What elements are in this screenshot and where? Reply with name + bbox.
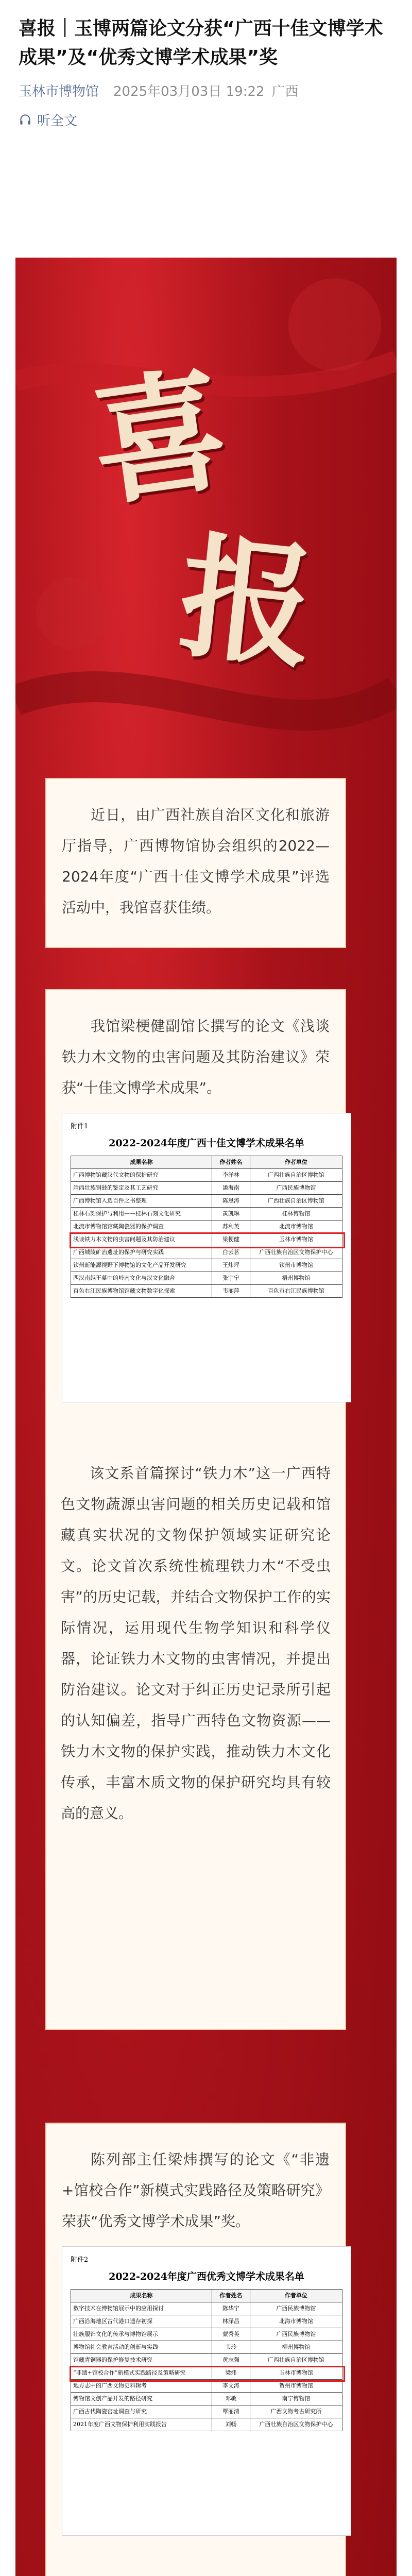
award2-table [71,2289,342,2431]
table-cell: 钦州新能源视野下博物馆的文化产品开发研究 [71,1259,212,1272]
table-row [71,2341,342,2354]
table-row [71,1182,342,1195]
table-cell: 广西壮族自治区文物保护中心 [250,2418,342,2431]
article-header [0,0,412,130]
table-row [71,2302,342,2315]
table-row [71,2418,342,2431]
table-header: 作者单位 [250,1156,342,1169]
award2-highlight-box [70,2366,345,2382]
table-cell: 王炜坪 [212,1259,250,1272]
table-cell: 李洋林 [212,1169,250,1182]
table-row [71,2393,342,2405]
table-cell: 广西民族博物馆 [250,2328,342,2341]
table-cell: 2021年度广西文物保护利用实践报告 [71,2418,212,2431]
table-row [71,2328,342,2341]
table-row [71,2405,342,2418]
table-cell: 北流市博物馆 [250,1221,342,1233]
table-row [71,1259,342,1272]
account-name-link[interactable]: 玉林市博物馆 [19,84,99,99]
article-meta [19,82,393,101]
announcement-poster [15,258,397,2576]
table-cell: 韦丽萍 [212,1285,250,1298]
table-cell: 黄志强 [212,2354,250,2367]
listen-label: 听全文 [37,113,78,129]
table-cell: 梧州博物馆 [250,1272,342,1285]
table-cell: 钦州市博物馆 [250,1259,342,1272]
table-cell: 西汉南越王墓中的岭南文化与汉文化融合 [71,1272,212,1285]
table-cell: 北海市博物馆 [250,2315,342,2328]
table-header: 作者单位 [250,2290,342,2302]
table-cell: 地方志中的广西文物史料辑考 [71,2380,212,2393]
table-cell: 玉林市博物馆 [250,1233,342,1246]
table-cell: 白云茗 [212,1246,250,1259]
table-cell: 靖西壮族铜鼓的鉴定及其工艺研究 [71,1182,212,1195]
table-cell: 博物馆文创产品开发的路径研究 [71,2393,212,2405]
table-row [71,2354,342,2367]
listen-button[interactable] [19,109,393,130]
table-cell: 柳州博物馆 [250,2341,342,2354]
table-cell: 广西民族博物馆 [250,2302,342,2315]
headline-char-bao: 报 [172,517,322,688]
award1-description: 该文系首篇探讨“铁力木”这一广西特色文物蔬源虫害问题的相关历史记载和馆藏真实状况的文物保护领域实证研究论文。论文首次系统性梳理铁力木“不受虫害”的历史记载，并结合文物保护工作的实际情况，运用现代生物学知识和科学仪器，论证铁力木文物的虫害情况，并提出防治建议。论文对于纠正历史记录所引起的认知偏差，指导广西特色文物资源——铁力木文物的保护实践，推动铁力木文化传承，丰富木质文物的保护研究均具有较高的意义。 [61,1465,331,1822]
table-cell: 广西沿海地区古代港口遗存初探 [71,2315,212,2328]
table-cell: 梁炜 [212,2367,250,2380]
publish-datetime: 2025年03月03日 19:22 [113,84,265,99]
table-cell: 广西古代陶瓷窑址调查与研究 [71,2405,212,2418]
table-row [71,1272,342,1285]
article-title: 喜报｜玉博两篇论文分获“广西十佳文博学术成果”及“优秀文博学术成果”奖 [19,18,383,68]
table-cell: 黄凯琳 [212,1208,250,1221]
table-cell: 广西壮族自治区文物保护中心 [250,1246,342,1259]
award1-document-title: 2022-2024年度广西十佳文博学术成果名单 [109,1138,304,1149]
table-row [71,1195,342,1208]
award1-description-block [61,1458,331,1829]
table-cell: 刘畅 [212,2418,250,2431]
table-cell: 陈恩涛 [212,1195,250,1208]
xibao-headline [82,345,360,737]
table-cell: “非遗+馆校合作”新模式实践路径及策略研究 [71,2367,212,2380]
award1-text: 我馆梁梗健副馆长撰写的论文《浅谈铁力木文物的虫害问题及其防治建议》荣获“十佳文博学术成果”。 [62,1018,330,1096]
intro-text: 近日，由广西社族自治区文化和旅游厅指导，广西博物馆协会组织的2022—2024年度“广西十佳文博学术成果”评选活动中，我馆喜获佳绩。 [62,806,330,916]
table-cell: 广西博物馆藏汉代文物的保护研究 [71,1169,212,1182]
table-cell: 壮族服饰文化的传承与博物馆展示 [71,2328,212,2341]
table-cell: 韦玲 [212,2341,250,2354]
table-cell: 广西壮族自治区博物馆 [250,1169,342,1182]
headline-char-xi: 喜 [82,350,237,525]
table-cell: 博物馆社会教育活动的创新与实践 [71,2341,212,2354]
table-cell: 陈华宁 [212,2302,250,2315]
table-cell: 林泽昌 [212,2315,250,2328]
table-cell: 北流市博物馆馆藏陶瓷器的保护调查 [71,1221,212,1233]
headphones-icon [19,113,32,126]
award2-document-title: 2022-2024年度广西优秀文博学术成果名单 [109,2271,304,2282]
table-cell: 百色右江民族博物馆馆藏文物数字化探索 [71,1285,212,1298]
award2-document-image [62,2246,351,2536]
table-cell: 李文涛 [212,2380,250,2393]
award1-table [71,1156,342,1298]
table-header: 成果名称 [71,1156,212,1169]
award1-attachment-label: 附件1 [71,1123,89,1130]
table-cell: 覃丽清 [212,2405,250,2418]
table-cell: 广西博物馆入选百件之书整理 [71,1195,212,1208]
table-cell: 苏利英 [212,1221,250,1233]
table-cell: 南宁博物馆 [250,2393,342,2405]
award2-attachment-label: 附件2 [71,2256,89,2264]
table-cell: 数字技术在博物馆展示中的应用探讨 [71,2302,212,2315]
table-row [71,1208,342,1221]
table-row [71,1285,342,1298]
table-cell: 广西壮族自治区博物馆 [250,1195,342,1208]
table-cell: 梁梗健 [212,1233,250,1246]
table-cell: 馆藏青铜器的保护修复技术研究 [71,2354,212,2367]
table-cell: 玉林市博物馆 [250,2367,342,2380]
table-cell: 广西民族博物馆 [250,1182,342,1195]
award1-document-image [62,1113,351,1402]
table-cell: 浅谈铁力木文物的虫害问题及其防治建议 [71,1233,212,1246]
table-cell: 邓敏 [212,2393,250,2405]
table-cell: 广西壮族自治区博物馆 [250,2354,342,2367]
table-cell: 百色市右江民族博物馆 [250,1285,342,1298]
intro-panel [45,778,346,948]
table-cell: 桂林石刻保护与利用——桂林石刻文化研究 [71,1208,212,1221]
table-row [71,1169,342,1182]
award1-highlight-box [70,1232,345,1248]
table-cell: 广西城陵矿冶遗址的保护与研究实践 [71,1246,212,1259]
table-cell: 广西文物考古研究所 [250,2405,342,2418]
table-header: 成果名称 [71,2290,212,2302]
table-row [71,1221,342,1233]
publish-location: 广西 [271,84,299,99]
table-cell: 贺州市博物馆 [250,2380,342,2393]
table-cell: 张宇宁 [212,1272,250,1285]
table-cell: 蒙秀英 [212,2328,250,2341]
table-header: 作者姓名 [212,1156,250,1169]
table-header: 作者姓名 [212,2290,250,2302]
poster-hero [15,258,397,773]
table-cell: 潘海南 [212,1182,250,1195]
award2-text: 陈列部主任梁炜撰写的论文《“非遗+馆校合作”新模式实践路径及策略研究》荣获“优秀文博学术成果”奖。 [62,2151,330,2230]
table-cell: 桂林博物馆 [250,1208,342,1221]
table-row [71,2315,342,2328]
